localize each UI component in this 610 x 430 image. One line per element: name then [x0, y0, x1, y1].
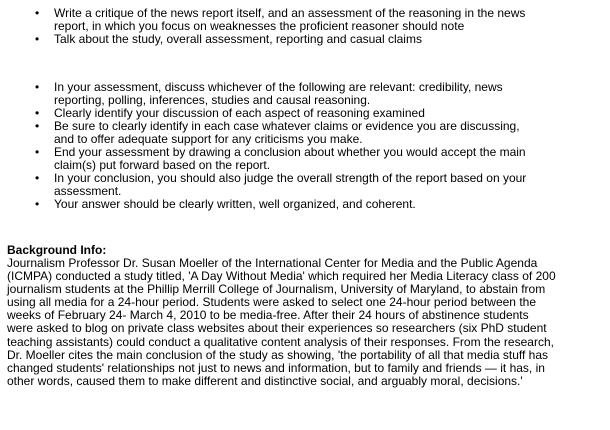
list-item — [0, 146, 534, 172]
list-item — [0, 120, 534, 146]
list-item-text: In your conclusion, you should also judge the overall strength of the report based on your assessment. — [54, 171, 527, 198]
bullet-icon: • — [35, 106, 40, 120]
instructions-list-top — [0, 7, 534, 46]
list-item-text: In your assessment, discuss whichever of the following are relevant: credibility, news reporting, polling, inferences, studies and causal reasoning. — [54, 80, 503, 107]
list-item — [0, 172, 534, 198]
bullet-icon: • — [35, 6, 40, 20]
list-item-text: Be sure to clearly identify in each case whatever claims or evidence you are discussing, and to offer adequate support for any criticisms you make. — [54, 119, 520, 146]
list-item — [0, 81, 534, 107]
list-item-text: Talk about the study, overall assessment, reporting and casual claims — [54, 32, 422, 46]
bullet-icon: • — [35, 171, 40, 185]
bullet-icon: • — [35, 119, 40, 133]
list-item — [0, 7, 534, 33]
background-paragraph: Journalism Professor Dr. Susan Moeller of the International Center for Media and the Public Agenda (ICMPA) conducted a study titled, 'A Day Without Media' which required her Media Literacy class of 200 journalism students at the Phillip Merrill College of Journalism, University of Maryland, to abstain from using all media for a 24-hour period. Students were asked to select one 24-hour period between the weeks of February 24- March 4, 2010 to be media-free. After their 24 hours of abstinence students were asked to blog on private class websites about their experiences so researchers (six PhD student teaching assistants) could conduct a qualitative content analysis of their responses. From the research, Dr. Moeller cites the main conclusion of the study as showing, 'the portability of all that media stuff has changed students' relationships not just to news and information, but to family and friends — it has, in other words, caused them to make different and distinctive social, and arguably moral, decisions.' — [7, 256, 556, 388]
bullet-icon: • — [35, 32, 40, 46]
background-heading: Background Info: — [7, 243, 107, 257]
instructions-list-assessment — [0, 81, 534, 211]
list-item — [0, 33, 534, 46]
list-item-text: Your answer should be clearly written, well organized, and coherent. — [54, 197, 416, 211]
list-item-text: Clearly identify your discussion of each aspect of reasoning examined — [54, 106, 425, 120]
bullet-icon: • — [35, 145, 40, 159]
bullet-icon: • — [35, 197, 40, 211]
list-item-text: Write a critique of the news report itself, and an assessment of the reasoning in the news report, in which you focus on weaknesses the proficient reasoner should note — [54, 6, 526, 33]
list-item — [0, 198, 534, 211]
bullet-icon: • — [35, 80, 40, 94]
list-item-text: End your assessment by drawing a conclusion about whether you would accept the main claim(s) put forward based on the report. — [54, 145, 526, 172]
